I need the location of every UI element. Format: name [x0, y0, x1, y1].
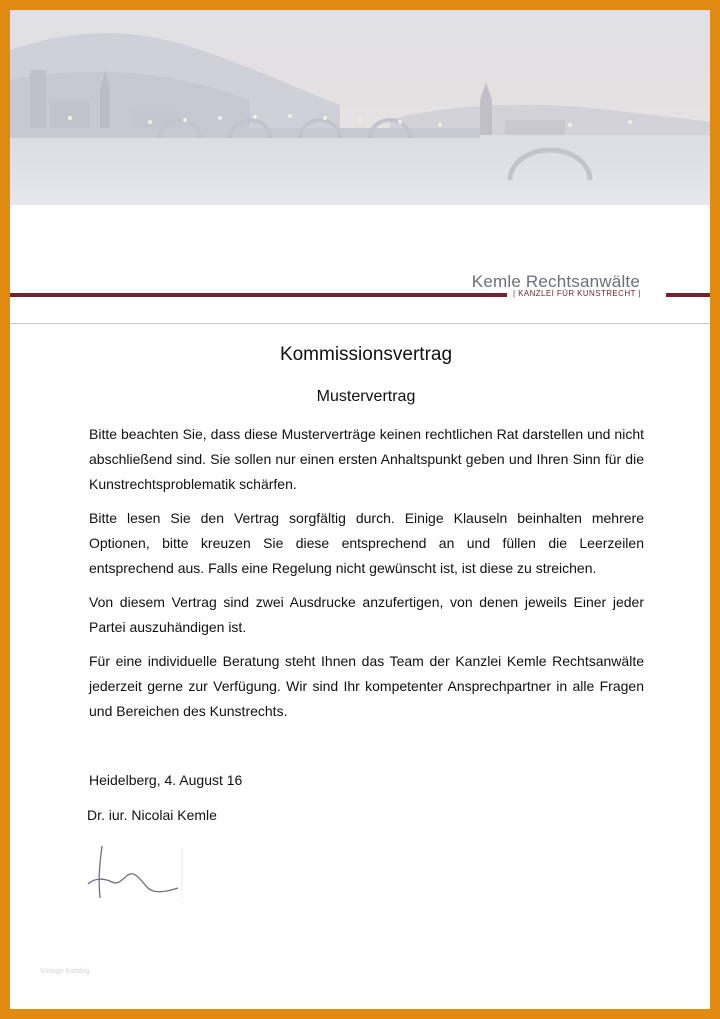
letterhead-rule-left: [10, 293, 507, 297]
document-subtitle: Mustervertrag: [316, 388, 416, 405]
handwritten-signature: [86, 842, 186, 904]
signer-name: Dr. iur. Nicolai Kemle: [87, 807, 217, 823]
firm-tagline: | KANZLEI FÜR KUNSTRECHT |: [513, 289, 641, 298]
firm-tagline-text: KANZLEI FÜR KUNSTRECHT: [518, 289, 636, 298]
paragraph: Bitte beachten Sie, dass diese Musterverträge keinen rechtlichen Rat darstellen und nicht abschließend sind. Sie sollen nur einen ersten Anhaltspunkt geben und Ihren Sinn für die Kunstrechtsproblematik schärfen.: [89, 426, 644, 492]
header-banner-image: [10, 10, 710, 205]
document-page: [10, 10, 710, 1009]
divider: [10, 323, 710, 324]
letterhead-rule-right: [666, 293, 710, 297]
paragraph: Von diesem Vertrag sind zwei Ausdrucke anzufertigen, von denen jeweils Einer jeder Partei auszuhändigen ist.: [89, 594, 644, 635]
paragraph: Bitte lesen Sie den Vertrag sorgfältig durch. Einige Klauseln beinhalten mehrere Optionen, bitte kreuzen Sie diese entsprechend an und füllen die Leerzeilen entsprechend aus. Falls eine Regelung nicht gewünscht ist, ist diese zu streichen.: [89, 510, 644, 576]
watermark: Vorlage Katalog: [40, 968, 90, 975]
paragraph: Für eine individuelle Beratung steht Ihnen das Team der Kanzlei Kemle Rechtsanwälte jederzeit gerne zur Verfügung. Wir sind Ihr kompetenter Ansprechpartner in alle Fragen und Bereichen des Kunstrechts.: [89, 653, 644, 719]
place-date: Heidelberg, 4. August 16: [89, 772, 243, 788]
document-title: Kommissionsvertrag: [279, 344, 453, 365]
firm-name: Kemle Rechtsanwälte: [471, 272, 640, 291]
